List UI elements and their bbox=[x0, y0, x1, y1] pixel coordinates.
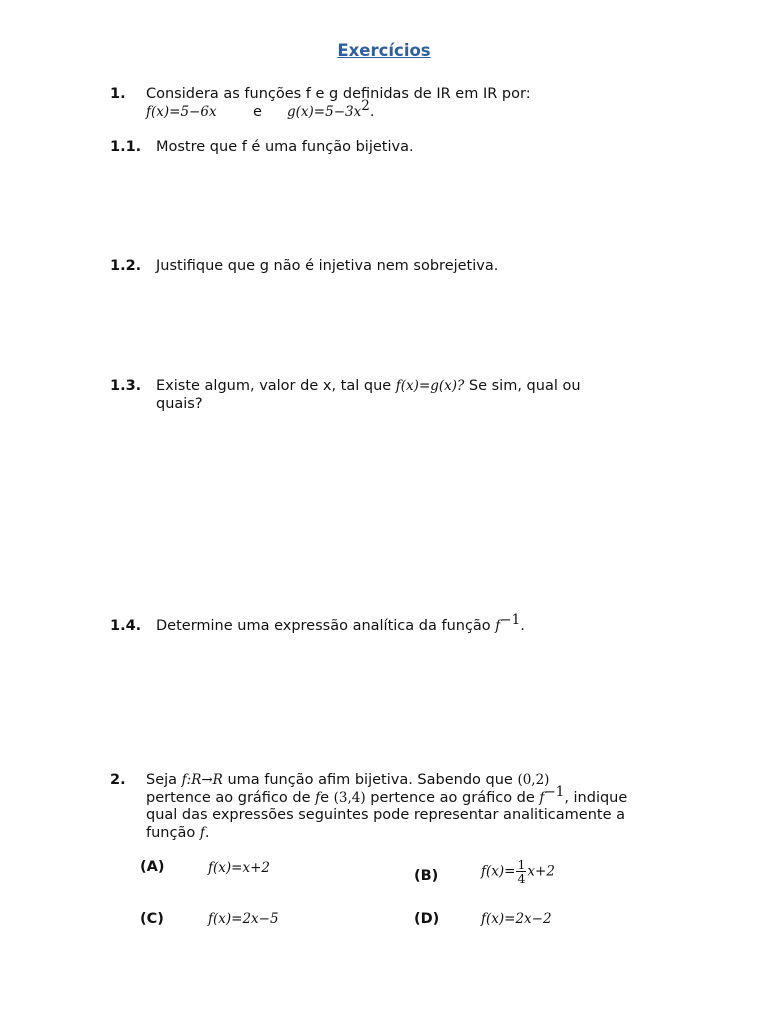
option-b-expr-a: f(x)= bbox=[481, 863, 516, 880]
option-c-expression: f(x)=2x−5 bbox=[208, 911, 279, 927]
q2-l2-a: pertence ao gráfico de bbox=[146, 789, 311, 806]
q2-point-1: (0,2) bbox=[517, 772, 550, 788]
q2-l1-b: uma função afim bijetiva. Sabendo que bbox=[227, 772, 513, 788]
question-1-4-number: 1.4. bbox=[110, 618, 142, 634]
q2-l3: qual das expressões seguintes pode representar analiticamente a bbox=[146, 807, 625, 823]
option-d-label: (D) bbox=[414, 911, 440, 927]
f-inverse: f bbox=[495, 618, 501, 634]
f-definition: f(x)=5−6x bbox=[146, 104, 217, 120]
question-1-3-text-c: quais? bbox=[156, 395, 203, 412]
g-definition-end: . bbox=[369, 104, 375, 120]
question-1-3-text-a: Existe algum, valor de x, tal que bbox=[156, 378, 392, 394]
option-d-expression: f(x)=2x−2 bbox=[481, 911, 552, 927]
option-b-expression bbox=[481, 858, 555, 885]
q2-l2-c: pertence ao gráfico de bbox=[370, 789, 535, 806]
question-1-1-number: 1.1. bbox=[110, 139, 142, 155]
q2-l4-f: f bbox=[199, 824, 205, 841]
option-b-expr-b: x+2 bbox=[527, 863, 555, 880]
q2-point-2: (3,4) bbox=[333, 789, 366, 806]
f-inverse-exponent: −1 bbox=[500, 612, 521, 628]
option-a-expression: f(x)=x+2 bbox=[208, 860, 270, 876]
q2-f: f bbox=[315, 789, 321, 806]
question-1-text: Considera as funções f e g definidas de IR em IR por: bbox=[146, 86, 531, 102]
q2-l1-a: Seja bbox=[146, 772, 178, 788]
q2-f-inverse: f bbox=[539, 789, 545, 806]
option-b-fraction bbox=[516, 858, 526, 885]
option-c-label: (C) bbox=[140, 911, 164, 927]
question-2-text bbox=[146, 772, 686, 842]
option-b-numerator: 1 bbox=[517, 857, 526, 872]
question-1-4-end: . bbox=[520, 618, 525, 634]
question-1-4-text bbox=[156, 612, 525, 634]
question-1-number: 1. bbox=[110, 86, 126, 102]
question-1-3-text bbox=[156, 378, 636, 413]
question-1-2-number: 1.2. bbox=[110, 258, 142, 274]
g-exponent: 2 bbox=[361, 98, 370, 114]
question-1-3-text-b: Se sim, qual ou bbox=[468, 378, 581, 394]
q2-l2-b: e bbox=[320, 789, 330, 806]
g-definition-expr: g(x)=5−3x bbox=[287, 104, 362, 120]
q2-f-inverse-exponent: −1 bbox=[544, 783, 565, 800]
q2-map: f:R→R bbox=[181, 772, 223, 788]
question-1-1-text: Mostre que f é uma função bijetiva. bbox=[156, 139, 414, 155]
g-definition bbox=[287, 98, 375, 120]
conjunction: e bbox=[253, 104, 262, 120]
question-2-number: 2. bbox=[110, 772, 126, 788]
option-b-label: (B) bbox=[414, 868, 439, 884]
option-a-label: (A) bbox=[140, 859, 165, 875]
equation-f-equals-g: f(x)=g(x)? bbox=[395, 378, 465, 394]
page-title: Exercícios bbox=[337, 41, 431, 60]
option-b-denominator: 4 bbox=[517, 871, 526, 886]
question-1-2-text: Justifique que g não é injetiva nem sobrejetiva. bbox=[156, 258, 499, 274]
q2-l4-a: função bbox=[146, 824, 196, 841]
question-1-4-text-main: Determine uma expressão analítica da função bbox=[156, 618, 491, 634]
q2-l4-end: . bbox=[204, 824, 210, 841]
question-1-3-number: 1.3. bbox=[110, 378, 142, 394]
q2-l2-d: , indique bbox=[564, 789, 628, 806]
